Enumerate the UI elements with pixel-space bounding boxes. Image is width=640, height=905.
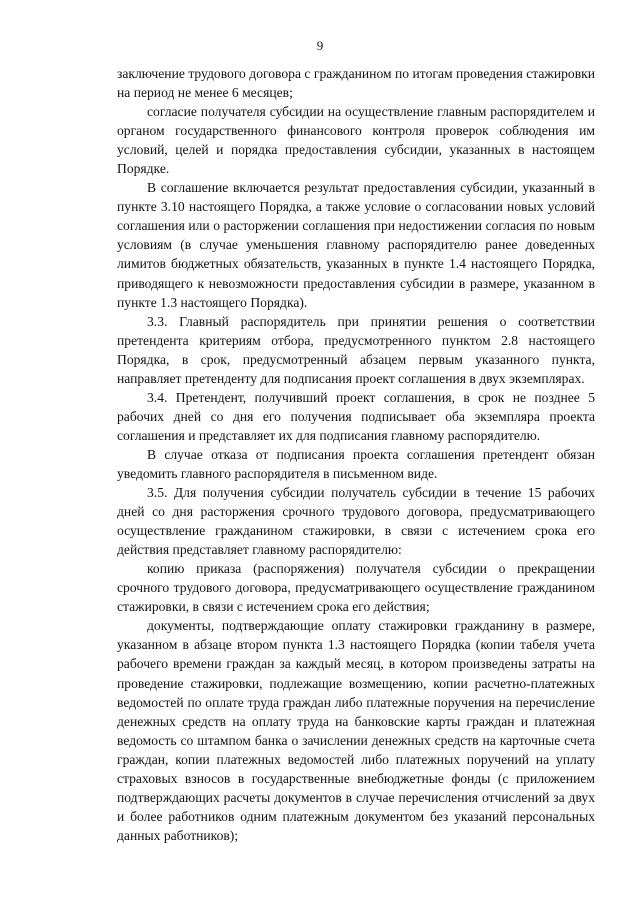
paragraph-clause-3-5: 3.5. Для получения субсидии получатель субсидии в течение 15 рабочих дней со дня расторжения срочного трудового договора, предусматривающего осуществление гражданином стажировки, в связи с истечением срока его действия представляет главному распорядителю: bbox=[117, 485, 595, 558]
document-body bbox=[117, 64, 595, 845]
paragraph-agreement-result: В соглашение включается результат предоставления субсидии, указанный в пункте 3.10 настоящего Порядка, а также условие о согласовании новых условий соглашения или о расторжении соглашения при недостижении согласия по новым условиям (в случае уменьшения главному распорядителю ранее доведенных лимитов бюджетных обязательств, указанных в пункте 1.4 настоящего Порядка, приводящего к невозможности предоставления субсидии в размере, указанном в пункте 1.3 настоящего Порядка). bbox=[117, 180, 595, 310]
paragraph-refusal-notice: В случае отказа от подписания проекта соглашения претендент обязан уведомить главного распорядителя в письменном виде. bbox=[117, 446, 595, 481]
paragraph-order-copy: копию приказа (распоряжения) получателя субсидии о прекращении срочного трудового договора, предусматривающего осуществление гражданином стажировки, в связи с истечением срока его действия; bbox=[117, 561, 595, 615]
paragraph-payment-documents: документы, подтверждающие оплату стажировки гражданину в размере, указанном в абзаце втором пункта 1.3 настоящего Порядка (копии табеля учета рабочего времени граждан за каждый месяц, в котором произведены затраты на проведение стажировки, подлежащие возмещению, копии расчетно-платежных ведомостей по оплате труда граждан либо платежные поручения на перечисление денежных средств на оплату труда на банковские карты граждан и платежная ведомость со штампом банка о зачислении денежных средств на карточные счета граждан, копии платежных ведомостей либо платежных поручений на уплату страховых взносов в государственные внебюджетные фонды (с приложением подтверждающих расчеты документов в случае перечисления отчислений за двух и более работников одним платежным документом без указаний персональных данных работников); bbox=[117, 618, 595, 843]
paragraph-employment-contract: заключение трудового договора с гражданином по итогам проведения стажировки на период не менее 6 месяцев; bbox=[117, 66, 595, 101]
paragraph-clause-3-4: 3.4. Претендент, получивший проект соглашения, в срок не позднее 5 рабочих дней со дня его получения подписывает оба экземпляра проекта соглашения и представляет их для подписания главному распорядителю. bbox=[117, 389, 595, 443]
paragraph-consent-to-inspection: согласие получателя субсидии на осуществление главным распорядителем и органом государственного финансового контроля проверок соблюдения им условий, целей и порядка предоставления субсидии, указанных в настоящем Порядке. bbox=[117, 104, 595, 177]
page-number: 9 bbox=[316, 38, 324, 53]
paragraph-clause-3-3: 3.3. Главный распорядитель при принятии решения о соответствии претендента критериям отбора, предусмотренного пунктом 2.8 настоящего Порядка, в срок, предусмотренный абзацем первым указанного пункта, направляет претенденту для подписания проект соглашения в двух экземплярах. bbox=[117, 313, 595, 386]
